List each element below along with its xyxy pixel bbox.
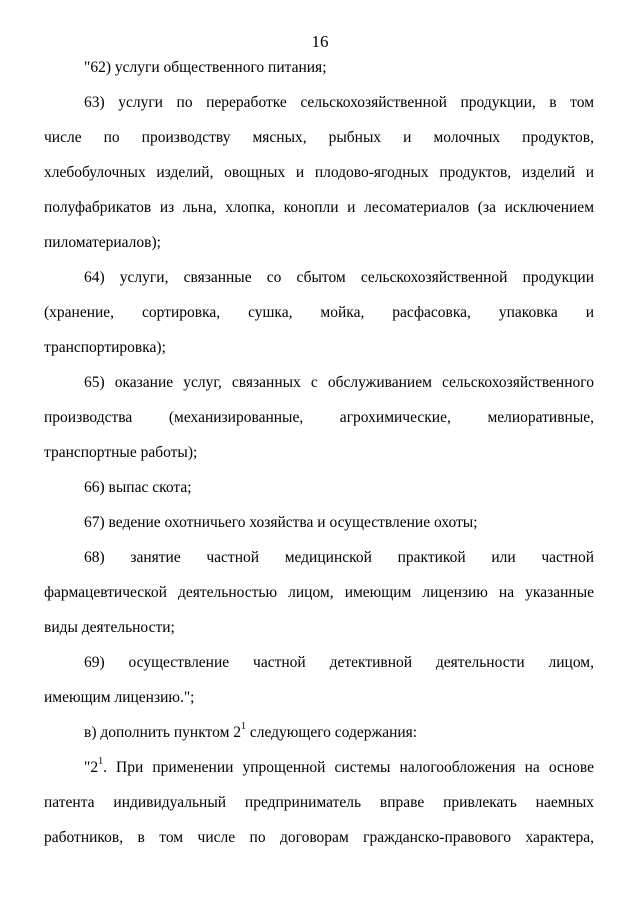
list-item-68-line-1: 68) занятие частной медицинской практикой или частной	[84, 549, 594, 566]
list-item-65-line-1: 65) оказание услуг, связанных с обслуживанием сельскохозяйственного	[84, 374, 594, 391]
amendment-paragraph-line-1	[84, 755, 594, 778]
list-item-63-line-1: 63) услуги по переработке сельскохозяйственной продукции, в том	[84, 94, 594, 111]
list-item-68-line-2: фармацевтической деятельностью лицом, имеющим лицензию на указанные	[44, 584, 594, 601]
list-item-64-line-1: 64) услуги, связанные со сбытом сельскохозяйственной продукции	[84, 269, 594, 286]
amendment-intro	[84, 720, 594, 743]
list-item-63-line-4: полуфабрикатов из льна, хлопка, конопли и лесоматериалов (за исключением	[44, 199, 594, 216]
list-item-63-line-3: хлебобулочных изделий, овощных и плодово-ягодных продуктов, изделий и	[44, 164, 594, 181]
list-item-63-line-5: пиломатериалов);	[44, 234, 161, 251]
amendment-paragraph-superscript: 1	[98, 755, 104, 767]
amendment-paragraph-prefix: "2	[84, 759, 99, 776]
list-item-69-line-1: 69) осуществление частной детективной деятельности лицом,	[84, 654, 594, 671]
list-item-67: 67) ведение охотничьего хозяйства и осуществление охоты;	[84, 514, 478, 531]
list-item-69-line-2: имеющим лицензию.";	[44, 689, 195, 706]
page-number: 16	[311, 32, 329, 51]
list-item-62: "62) услуги общественного питания;	[84, 59, 327, 76]
list-item-63-line-2: числе по производству мясных, рыбных и молочных продуктов,	[44, 129, 594, 146]
list-item-64-line-2: (хранение, сортировка, сушка, мойка, расфасовка, упаковка и	[44, 304, 594, 321]
amendment-intro-text: в) дополнить пунктом 2	[84, 724, 241, 741]
list-item-68-line-3: виды деятельности;	[44, 619, 175, 636]
amendment-paragraph-line-1-text: . При применении упрощенной системы налогообложения на основе	[103, 759, 594, 776]
amendment-intro-superscript: 1	[241, 720, 246, 732]
list-item-64-line-3: транспортировка);	[44, 339, 166, 356]
list-item-66: 66) выпас скота;	[84, 479, 192, 496]
amendment-paragraph-line-2: патента индивидуальный предприниматель вправе привлекать наемных	[44, 794, 594, 811]
amendment-intro-tail: следующего содержания:	[246, 724, 418, 741]
list-item-65-line-3: транспортные работы);	[44, 444, 198, 461]
list-item-65-line-2: производства (механизированные, агрохимические, мелиоративные,	[44, 409, 594, 426]
amendment-paragraph-line-3: работников, в том числе по договорам гражданско-правового характера,	[44, 829, 594, 846]
